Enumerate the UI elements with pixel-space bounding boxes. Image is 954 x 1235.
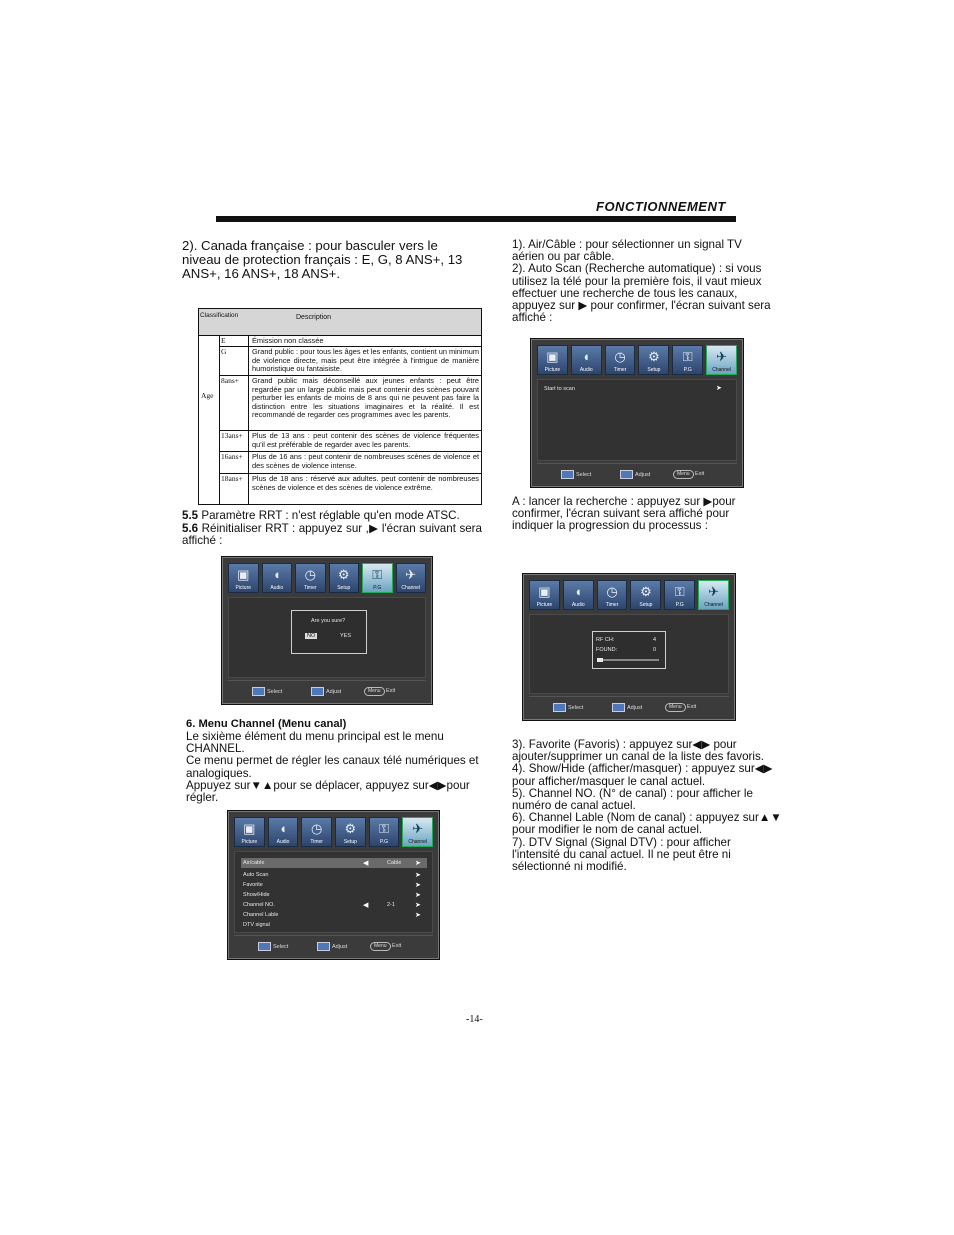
rf-channel-label: RF CH: xyxy=(596,637,615,643)
menu-icon-row xyxy=(529,580,729,610)
rating-desc: Grand public : pour tous les âges et les enfants, contient un minimum de violence directe, mais peut être intégrée à l'intrigue de manière humoristique ou fantaisiste. xyxy=(252,347,479,374)
channel-menu-item[interactable]: Favorite ➤ xyxy=(243,882,421,889)
timer-icon: ◷ xyxy=(311,821,323,836)
rating-desc: Grand public mais déconseillé aux jeunes enfants : peut être regardée par un large public mais peut contenir des scènes pouvant perturber les enfants de moins de 8 ans qui ne peuvent pas faire la distinction entre les situations imaginaires et la réalité. Il est recommandé de regarder ces programmes avec les parents. xyxy=(252,376,479,420)
channel-menu-item[interactable]: Air/cable ◀ Cable ➤ xyxy=(243,860,421,867)
found-label: FOUND: xyxy=(596,647,618,653)
confirm-question: Are you sure? xyxy=(311,618,346,624)
menu-footer xyxy=(529,696,729,715)
lock-icon: ⚿ xyxy=(372,567,383,582)
setup-icon: ⚙ xyxy=(648,349,660,364)
footer-adjust: Adjust xyxy=(317,942,347,951)
menu-panel xyxy=(537,379,737,461)
menu-channel-title: 6. Menu Channel (Menu canal) xyxy=(186,718,347,730)
channel-tab[interactable]: ✈ Channel xyxy=(698,580,729,610)
rating-row xyxy=(219,347,481,376)
adjust-key-icon xyxy=(317,942,330,951)
age-column xyxy=(199,336,220,504)
section-header: FONCTIONNEMENT xyxy=(596,199,726,214)
yes-button[interactable]: YES xyxy=(340,633,352,639)
footer-adjust: Adjust xyxy=(612,703,642,712)
select-key-icon xyxy=(553,703,566,712)
menu-panel xyxy=(234,851,433,933)
right-arrow-icon: ➤ xyxy=(415,912,421,919)
footer-adjust: Adjust xyxy=(311,687,341,696)
timer-icon: ◷ xyxy=(606,584,618,599)
channel-tab[interactable]: ✈ Channel xyxy=(396,563,427,593)
menu-key-icon: Menu xyxy=(673,470,694,479)
channel-tab[interactable]: ✈ Channel xyxy=(706,345,737,375)
right-arrow-icon: ➤ xyxy=(415,882,421,889)
satellite-icon: ✈ xyxy=(708,584,719,599)
satellite-icon: ✈ xyxy=(716,349,727,364)
channel-menu-item[interactable]: Auto Scan ➤ xyxy=(243,872,421,879)
menu-icon-row xyxy=(537,345,737,375)
footer-select: Select xyxy=(258,942,288,951)
channel-menu-item: DTV signal xyxy=(243,922,270,928)
page-number: -14- xyxy=(466,1014,483,1025)
rating-code: 16ans+ xyxy=(219,452,249,473)
rating-row xyxy=(219,452,481,474)
footer-menu: Menu Exit xyxy=(364,687,395,696)
timer-tab[interactable]: ◷ Timer xyxy=(295,563,326,593)
right-arrow-icon: ➤ xyxy=(716,385,722,392)
rating-code: 13ans+ xyxy=(219,431,249,451)
menu-footer xyxy=(537,463,737,482)
right-arrow-icon: ➤ xyxy=(415,892,421,899)
rating-table-header xyxy=(199,309,481,336)
air-cable-autoscan-text: 1). Air/Câble : pour sélectionner un signal TV aérien ou par câble. 2). Auto Scan (Recherche automatique) : si vous utilisez la télé pour la première fois, il vaut mieux effectuer une recherche de tous les canaux, appuyez sur ▶ pour confirmer, l'écran suivant sera affiché : xyxy=(512,238,771,325)
audio-icon: ◖ xyxy=(279,821,287,836)
pg-tab[interactable]: ⚿ P.G xyxy=(664,580,695,610)
channel-tab[interactable]: ✈ Channel xyxy=(402,817,433,847)
lock-icon: ⚿ xyxy=(674,584,685,599)
found-value: 0 xyxy=(653,647,657,653)
rrt-setting-note xyxy=(182,510,482,522)
select-key-icon xyxy=(258,942,271,951)
rating-row xyxy=(219,431,481,452)
satellite-icon: ✈ xyxy=(405,567,417,582)
right-arrow-icon: ➤ xyxy=(415,872,421,879)
audio-tab[interactable]: ◖ Audio xyxy=(262,563,293,593)
picture-icon: ▣ xyxy=(546,349,559,364)
audio-icon: ◖ xyxy=(272,567,281,582)
rrt-setting-text: Paramètre RRT : n'est réglable qu'en mode ATSC. xyxy=(198,509,460,522)
timer-tab[interactable]: ◷ Timer xyxy=(301,817,332,847)
channel-menu-item[interactable]: Channel NO. ◀ 2-1 ➤ xyxy=(243,902,421,909)
menu-footer xyxy=(234,935,433,954)
rating-table xyxy=(198,308,482,505)
rrt-reset-note xyxy=(182,523,482,547)
picture-tab[interactable]: ▣ Picture xyxy=(234,817,265,847)
timer-icon: ◷ xyxy=(614,349,626,364)
menu-panel xyxy=(529,614,729,694)
footer-menu: Menu Exit xyxy=(665,703,696,712)
channel-options-text: 3). Favorite (Favoris) : appuyez sur◀▶ pour ajouter/supprimer un canal de la liste des favoris. 4). Show/Hide (afficher/masquer) : appuyez sur◀▶ pour afficher/masquer le canal actuel. 5). Channel NO. (N° de canal) : pour afficher le numéro de canal actuel. 6). Channel Lable (Nom de canal) : appuyez sur▲▼ pour modifier le nom de canal actuel. 7). DTV Signal (Signal DTV) : pour afficher l'intensité du canal actuel. Il ne peut être ni sélectionné ni modifié. xyxy=(512,738,782,874)
setup-icon: ⚙ xyxy=(640,584,652,599)
setup-icon: ⚙ xyxy=(344,821,357,836)
rating-code: 8ans+ xyxy=(219,376,249,430)
lock-icon: ⚿ xyxy=(379,821,389,836)
satellite-icon: ✈ xyxy=(412,821,424,836)
rating-row xyxy=(219,474,481,504)
pg-tab[interactable]: ⚿ P.G xyxy=(672,345,703,375)
rating-row xyxy=(219,376,481,431)
menu-channel-text: Le sixième élément du menu principal est le menu CHANNEL. Ce menu permet de régler les canaux télé numériques et analogiques. Appuyez sur▼▲pour se déplacer, appuyez sur◀▶pour régler. xyxy=(186,730,479,805)
rating-desc: Émission non classée xyxy=(252,336,324,345)
rrt-reset-text: Réinitialiser RRT : appuyez sur ,▶ l'écran suivant sera affiché : xyxy=(182,522,482,548)
tv-screen-scan-progress xyxy=(522,573,736,721)
picture-tab[interactable]: ▣ Picture xyxy=(537,345,568,375)
classification-header: Classification xyxy=(200,312,239,319)
menu-icon-row xyxy=(228,563,426,593)
rating-code: G xyxy=(219,347,249,375)
menu-key-icon: Menu xyxy=(370,942,391,951)
audio-icon: ◖ xyxy=(574,584,583,599)
audio-tab[interactable]: ◖ Audio xyxy=(268,817,299,847)
tv-screen-reset-rrt xyxy=(221,556,433,705)
picture-icon: ▣ xyxy=(237,567,250,582)
rating-code: 18ans+ xyxy=(219,474,249,504)
menu-footer xyxy=(228,680,426,699)
timer-tab[interactable]: ◷ Timer xyxy=(597,580,628,610)
scan-progress-track xyxy=(597,659,659,661)
right-arrow-icon: ➤ xyxy=(415,860,421,867)
audio-icon: ◖ xyxy=(582,349,591,364)
pg-tab[interactable]: ⚿ P.G xyxy=(369,817,400,847)
menu-panel xyxy=(228,597,426,678)
rating-row xyxy=(219,336,481,347)
left-arrow-icon: ◀ xyxy=(363,902,369,909)
footer-select: Select xyxy=(252,687,282,696)
menu-key-icon: Menu xyxy=(364,687,385,696)
no-button[interactable]: NO xyxy=(307,633,316,639)
footer-adjust: Adjust xyxy=(620,470,650,479)
setup-icon: ⚙ xyxy=(337,567,350,582)
channel-menu-item[interactable]: Show/Hide ➤ xyxy=(243,892,421,899)
confirm-dialog xyxy=(291,610,367,654)
picture-tab[interactable]: ▣ Picture xyxy=(228,563,259,593)
header-divider xyxy=(216,216,736,222)
select-key-icon xyxy=(252,687,265,696)
pg-tab[interactable]: ⚿ P.G xyxy=(362,563,393,593)
start-scan-item[interactable]: Start to scan ➤ xyxy=(544,385,722,392)
footer-select: Select xyxy=(553,703,583,712)
adjust-key-icon xyxy=(620,470,633,479)
tv-screen-channel-menu xyxy=(227,810,440,960)
rrt-setting-number: 5.5 xyxy=(182,509,199,522)
rating-desc: Plus de 18 ans : réservé aux adultes. peut contenir de nombreuses scènes de violence et des scènes de violence extrême. xyxy=(252,474,479,492)
footer-select: Select xyxy=(561,470,591,479)
audio-tab[interactable]: ◖ Audio xyxy=(563,580,594,610)
launch-scan-text: A : lancer la recherche : appuyez sur ▶pour confirmer, l'écran suivant sera affiché pour indiquer la progression du processus : xyxy=(512,495,736,533)
channel-menu-item[interactable]: Channel Lable ➤ xyxy=(243,912,421,919)
right-arrow-icon: ➤ xyxy=(415,902,421,909)
picture-icon: ▣ xyxy=(243,821,256,836)
setup-tab[interactable]: ⚙ Setup xyxy=(630,580,661,610)
rating-desc: Plus de 13 ans : peut contenir des scènes de violence fréquentes qu'il est préférable de regarder avec les parents. xyxy=(252,431,479,449)
canada-french-intro: 2). Canada française : pour basculer vers le niveau de protection français : E, G, 8 ANS+, 13 ANS+, 16 ANS+, 18 ANS+. xyxy=(182,238,463,282)
scan-progress-fill xyxy=(597,658,603,662)
timer-tab[interactable]: ◷ Timer xyxy=(605,345,636,375)
adjust-key-icon xyxy=(311,687,324,696)
picture-tab[interactable]: ▣ Picture xyxy=(529,580,560,610)
rf-channel-value: 4 xyxy=(653,637,657,643)
left-arrow-icon: ◀ xyxy=(363,860,369,867)
picture-icon: ▣ xyxy=(538,584,551,599)
audio-tab[interactable]: ◖ Audio xyxy=(571,345,602,375)
scan-progress-dialog xyxy=(592,631,666,669)
setup-tab[interactable]: ⚙ Setup xyxy=(329,563,360,593)
lock-icon: ⚿ xyxy=(682,349,693,364)
tv-screen-start-scan xyxy=(530,338,744,488)
setup-tab[interactable]: ⚙ Setup xyxy=(335,817,366,847)
menu-icon-row xyxy=(234,817,433,847)
footer-menu: Menu Exit xyxy=(673,470,704,479)
description-header: Description xyxy=(296,314,332,321)
setup-tab[interactable]: ⚙ Setup xyxy=(638,345,669,375)
menu-key-icon: Menu xyxy=(665,703,686,712)
rrt-reset-number: 5.6 xyxy=(182,522,199,535)
select-key-icon xyxy=(561,470,574,479)
adjust-key-icon xyxy=(612,703,625,712)
timer-icon: ◷ xyxy=(304,567,316,582)
rating-desc: Plus de 16 ans : peut contenir de nombreuses scènes de violence et des scènes de violence intense. xyxy=(252,452,479,470)
footer-menu: Menu Exit xyxy=(370,942,401,951)
age-label: Age xyxy=(201,391,214,400)
rating-code: E xyxy=(219,336,249,346)
